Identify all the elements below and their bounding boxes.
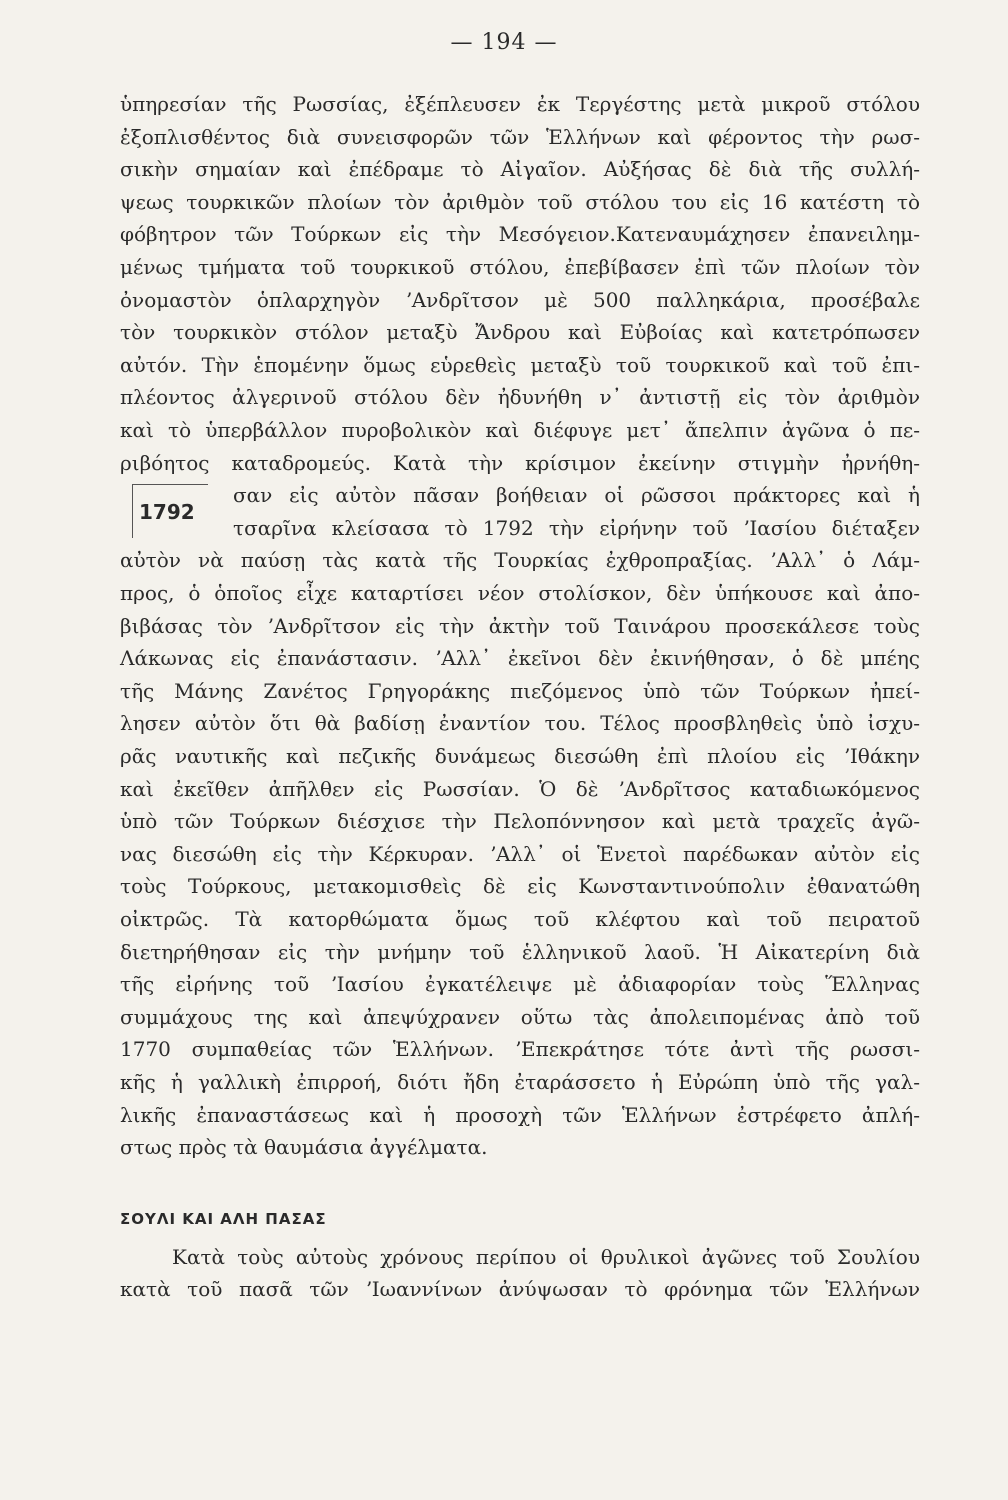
text-line: στως πρὸς τὰ θαυμάσια ἀγγέλματα. xyxy=(120,1135,488,1160)
text-line: τὸν τουρκικὸν στόλον μεταξὺ Ἄνδρου καὶ Εὐβοίας καὶ κατετρόπωσεν xyxy=(120,320,920,345)
text-line: προς, ὁ ὁποῖος εἶχε καταρτίσει νέον στολίσκον, δὲν ὑπήκουσε καὶ ἀπο- xyxy=(120,581,920,605)
text-line: κῆς ἡ γαλλικὴ ἐπιρροή, διότι ἤδη ἐταράσσετο ἡ Εὐρώπη ὑπὸ τῆς γαλ- xyxy=(120,1070,920,1094)
text-line: λικῆς ἐπαναστάσεως καὶ ἡ προσοχὴ τῶν Ἑλλήνων ἐστρέφετο ἀπλή- xyxy=(120,1102,920,1127)
section-heading: ΣΟΥΛΙ ΚΑΙ ΑΛΗ ΠΑΣΑΣ xyxy=(120,1210,327,1228)
text-line: Λάκωνας εἰς ἐπανάστασιν. ʼΑλλ᾽ ἐκεῖνοι δὲν ἐκινήθησαν, ὁ δὲ μπέης xyxy=(120,646,920,671)
text-line: αὐτὸν νὰ παύσῃ τὰς κατὰ τῆς Τουρκίας ἐχθροπραξίας. ʼΑλλ᾽ ὁ Λάμ- xyxy=(120,548,920,573)
text-line: 1770 συμπαθείας τῶν Ἑλλήνων. ʼΕπεκράτησε τότε ἀντὶ τῆς ρωσσι- xyxy=(120,1037,920,1062)
text-line: βιβάσας τὸν ʼΑνδρῖτσον εἰς τὴν ἀκτὴν τοῦ Ταινάρου προσεκάλεσε τοὺς xyxy=(120,613,920,638)
text-line: τῆς εἰρήνης τοῦ ʼΙασίου ἐγκατέλειψε μὲ ἀδιαφορίαν τοὺς Ἕλληνας xyxy=(120,972,920,997)
section-text-line: κατὰ τοῦ πασᾶ τῶν ʼΙωαννίνων ἀνύψωσαν τὸ φρόνημα τῶν Ἑλλήνων xyxy=(120,1277,920,1301)
text-line: σαν εἰς αὐτὸν πᾶσαν βοήθειαν οἱ ρῶσσοι πράκτορες καὶ ἡ xyxy=(233,483,920,508)
text-line: συμμάχους της καὶ ἀπεψύχρανεν οὕτω τὰς ἀπολειπομένας ἀπὸ τοῦ xyxy=(120,1004,920,1029)
text-line: διετηρήθησαν εἰς τὴν μνήμην τοῦ ἑλληνικοῦ λαοῦ. Ἡ Αἰκατερίνη διὰ xyxy=(120,939,920,964)
text-line: τῆς Μάνης Ζανέτος Γρηγοράκης πιεζόμενος ὑπὸ τῶν Τούρκων ἠπεί- xyxy=(120,678,920,703)
text-line: ὑπὸ τῶν Τούρκων διέσχισε τὴν Πελοπόννησον καὶ μετὰ τραχεῖς ἀγῶ- xyxy=(120,809,920,834)
text-line: οἰκτρῶς. Τὰ κατορθώματα ὅμως τοῦ κλέφτου καὶ τοῦ πειρατοῦ xyxy=(120,907,920,931)
section-text-line: Κατὰ τοὺς αὐτοὺς χρόνους περίπου οἱ θρυλικοὶ ἀγῶνες τοῦ Σουλίου xyxy=(172,1245,920,1269)
text-line: πλέοντος ἀλγερινοῦ στόλου δὲν ἠδυνήθη ν᾽ ἀντιστῇ εἰς τὸν ἀριθμὸν xyxy=(120,385,920,410)
text-line: ὀνομαστὸν ὁπλαρχηγὸν ʼΑνδρῖτσον μὲ 500 παλληκάρια, προσέβαλε xyxy=(120,287,920,312)
page-number: — 194 — xyxy=(450,30,558,55)
text-line: νας διεσώθη εἰς τὴν Κέρκυραν. ʼΑλλ᾽ οἱ Ἑνετοὶ παρέδωκαν αὐτὸν εἰς xyxy=(120,841,920,866)
text-line: μένως τμήματα τοῦ τουρκικοῦ στόλου, ἐπεβίβασεν ἐπὶ τῶν πλοίων τὸν xyxy=(120,255,920,279)
text-line: ψεως τουρκικῶν πλοίων τὸν ἀριθμὸν τοῦ στόλου του εἰς 16 κατέστη τὸ xyxy=(120,189,920,214)
text-line: ριβόητος καταδρομεύς. Κατὰ τὴν κρίσιμον ἐκείνην στιγμὴν ἠρνήθη- xyxy=(120,450,920,475)
text-line: ἐξοπλισθέντος διὰ συνεισφορῶν τῶν Ἑλλήνων καὶ φέροντος τὴν ρωσ- xyxy=(120,124,920,149)
text-line: καὶ τὸ ὑπερβάλλον πυροβολικὸν καὶ διέφυγε μετ᾽ ἄπελπιν ἀγῶνα ὁ πε- xyxy=(120,418,920,442)
margin-year-note: 1792 xyxy=(132,484,208,538)
text-line: αὐτόν. Τὴν ἑπομένην ὅμως εὑρεθεὶς μεταξὺ τοῦ τουρκικοῦ καὶ τοῦ ἐπι- xyxy=(120,352,920,377)
text-line: τοὺς Τούρκους, μετακομισθεὶς δὲ εἰς Κωνσταντινούπολιν ἐθανατώθη xyxy=(120,874,920,899)
text-line: τσαρῖνα κλείσασα τὸ 1792 τὴν εἰρήνην τοῦ ʼΙασίου διέταξεν xyxy=(233,515,920,540)
text-line: ὑπηρεσίαν τῆς Ρωσσίας, ἐξέπλευσεν ἐκ Τεργέστης μετὰ μικροῦ στόλου xyxy=(120,92,920,116)
text-line: φόβητρον τῶν Τούρκων εἰς τὴν Μεσόγειον.Κατεναυμάχησεν ἐπανειλημ- xyxy=(120,222,920,247)
text-line: καὶ ἐκεῖθεν ἀπῆλθεν εἰς Ρωσσίαν. Ὁ δὲ ʼΑνδρῖτσος καταδιωκόμενος xyxy=(120,776,920,801)
text-line: σικὴν σημαίαν καὶ ἐπέδραμε τὸ Αἰγαῖον. Αὐξήσας δὲ διὰ τῆς συλλή- xyxy=(120,157,920,182)
text-line: ρᾶς ναυτικῆς καὶ πεζικῆς δυνάμεως διεσώθη ἐπὶ πλοίου εἰς ʼΙθάκην xyxy=(120,744,920,768)
text-line: λησεν αὐτὸν ὅτι θὰ βαδίσῃ ἐναντίον του. Τέλος προσβληθεὶς ὑπὸ ἰσχυ- xyxy=(120,711,920,736)
